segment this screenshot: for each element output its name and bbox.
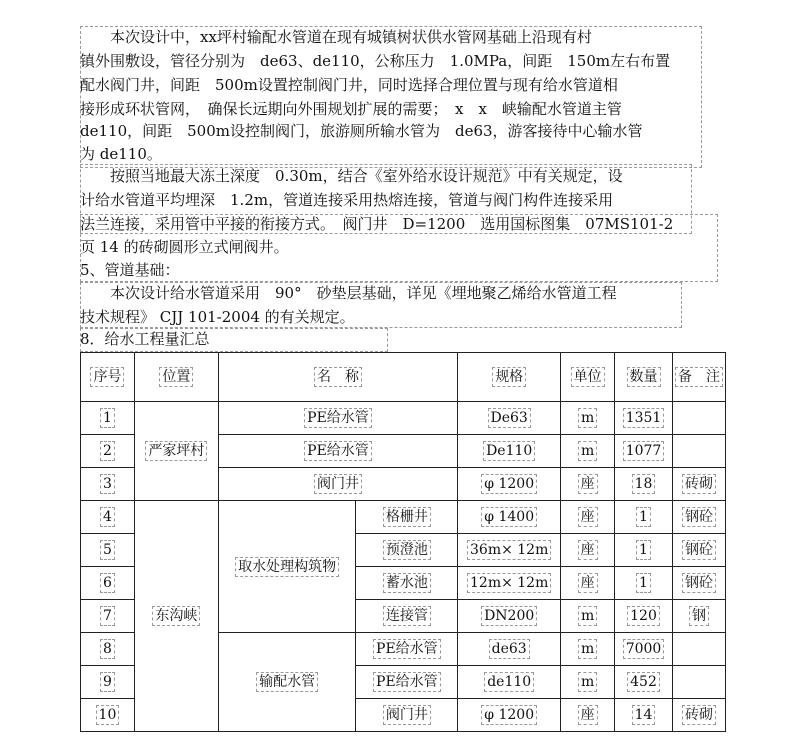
- row-no: 8: [100, 639, 115, 659]
- row-no: 2: [100, 441, 115, 461]
- row-spec: De63: [488, 408, 531, 428]
- row-note: [672, 633, 725, 666]
- location-yanjia: 严家坪村: [145, 441, 207, 461]
- row-note: 钢砼: [682, 573, 716, 593]
- row-note: [672, 435, 725, 468]
- row-note: 钢: [689, 606, 709, 626]
- text-line: 按照当地最大冻土深度 0.30m，结合《室外给水设计规范》中有关规定，设: [80, 167, 623, 185]
- header-note: 备 注: [672, 353, 725, 402]
- text-line: 为 de110。: [80, 145, 162, 163]
- row-note: 砖砌: [682, 474, 716, 494]
- row-unit: 座: [578, 540, 598, 560]
- location-dongou: 东沟峡: [152, 606, 200, 626]
- row-note: 钢砼: [682, 540, 716, 560]
- row-unit: m: [578, 606, 597, 626]
- row-no: 5: [100, 540, 115, 560]
- row-name: 阀门井: [314, 474, 362, 494]
- row-spec: φ 1400: [481, 507, 537, 527]
- text-line: 配水阀门井，间距 500m设置控制阀门井，同时选择合理位置与现有给水管道相: [80, 76, 618, 94]
- row-name: PE给水管: [304, 441, 372, 461]
- text-line: 镇外围敷设，管径分别为 de63、de110，公称压力 1.0MPa，间距 150m左右布置: [80, 52, 671, 70]
- row-name: 连接管: [383, 606, 431, 626]
- row-unit: m: [578, 441, 597, 461]
- section-heading-quantities: 8．给水工程量汇总: [80, 330, 210, 348]
- text-line: 法兰连接，采用管中平接的衔接方式。 阀门井 D=1200 选用国标图集 07MS101-2: [80, 215, 674, 233]
- row-unit: m: [578, 408, 597, 428]
- row-spec: de63: [489, 639, 530, 659]
- row-spec: φ 1200: [481, 705, 537, 725]
- header-spec: 规格: [458, 353, 561, 402]
- table-header-row: [81, 353, 726, 402]
- table-row: [81, 402, 726, 435]
- section-heading-pipe-foundation: 5、管道基础：: [80, 261, 180, 279]
- row-note: [672, 402, 725, 435]
- row-name: 预澄池: [383, 540, 431, 560]
- row-name: PE给水管: [304, 408, 372, 428]
- row-unit: 座: [578, 474, 598, 494]
- text-line: 本次设计中，xx坪村输配水管道在现有城镇树状供水管网基础上沿现有村: [80, 28, 592, 46]
- row-qty: 120: [627, 606, 660, 626]
- header-location: 位置: [134, 353, 218, 402]
- row-qty: 1: [636, 573, 651, 593]
- group-pipeline: 输配水管: [256, 672, 318, 692]
- row-qty: 1077: [623, 441, 665, 461]
- group-treatment: 取水处理构筑物: [235, 557, 339, 577]
- row-name: 蓄水池: [383, 573, 431, 593]
- table-row: [81, 501, 726, 534]
- text-line: 本次设计给水管道采用 90° 砂垫层基础，详见《埋地聚乙烯给水管道工程: [80, 284, 617, 302]
- row-qty: 18: [632, 474, 656, 494]
- row-unit: 座: [578, 507, 598, 527]
- row-unit: m: [578, 672, 597, 692]
- row-qty: 1: [636, 507, 651, 527]
- row-spec: De110: [483, 441, 535, 461]
- row-qty: 1: [636, 540, 651, 560]
- text-line: de110，间距 500m设控制阀门，旅游厕所输水管为 de63，游客接待中心输水管: [80, 122, 643, 140]
- row-no: 6: [100, 573, 115, 593]
- row-no: 10: [96, 705, 120, 725]
- row-no: 4: [100, 507, 115, 527]
- row-no: 7: [100, 606, 115, 626]
- row-spec: 36m× 12m: [467, 540, 551, 560]
- row-unit: m: [578, 639, 597, 659]
- row-spec: de110: [484, 672, 534, 692]
- row-qty: 1351: [623, 408, 665, 428]
- quantity-table: [80, 352, 726, 732]
- row-note: 砖砌: [682, 705, 716, 725]
- text-line: 页 14 的砖砌圆形立式闸阀井。: [80, 238, 289, 256]
- row-spec: φ 1200: [481, 474, 537, 494]
- row-no: 3: [100, 474, 115, 494]
- row-name: PE给水管: [373, 672, 441, 692]
- row-no: 1: [100, 408, 115, 428]
- row-no: 9: [100, 672, 115, 692]
- row-name: 格栅井: [383, 507, 431, 527]
- row-qty: 7000: [623, 639, 665, 659]
- row-unit: 座: [578, 573, 598, 593]
- header-no: 序号: [81, 353, 135, 402]
- text-line: 技术规程》 CJJ 101-2004 的有关规定。: [80, 308, 355, 326]
- header-name: 名 称: [218, 353, 458, 402]
- row-qty: 14: [632, 705, 656, 725]
- row-unit: 座: [578, 705, 598, 725]
- row-spec: DN200: [481, 606, 537, 626]
- row-name: 阀门井: [383, 705, 431, 725]
- header-qty: 数量: [615, 353, 673, 402]
- row-note: 钢砼: [682, 507, 716, 527]
- row-spec: 12m× 12m: [467, 573, 551, 593]
- row-note: [672, 666, 725, 699]
- text-line: 接形成环状管网， 确保长远期向外围规划扩展的需要； x x 峡输配水管道主管: [80, 100, 622, 118]
- row-qty: 452: [627, 672, 660, 692]
- row-name: PE给水管: [373, 639, 441, 659]
- header-unit: 单位: [561, 353, 615, 402]
- text-line: 计给水管道平均埋深 1.2m，管道连接采用热熔连接，管道与阀门构件连接采用: [80, 191, 614, 209]
